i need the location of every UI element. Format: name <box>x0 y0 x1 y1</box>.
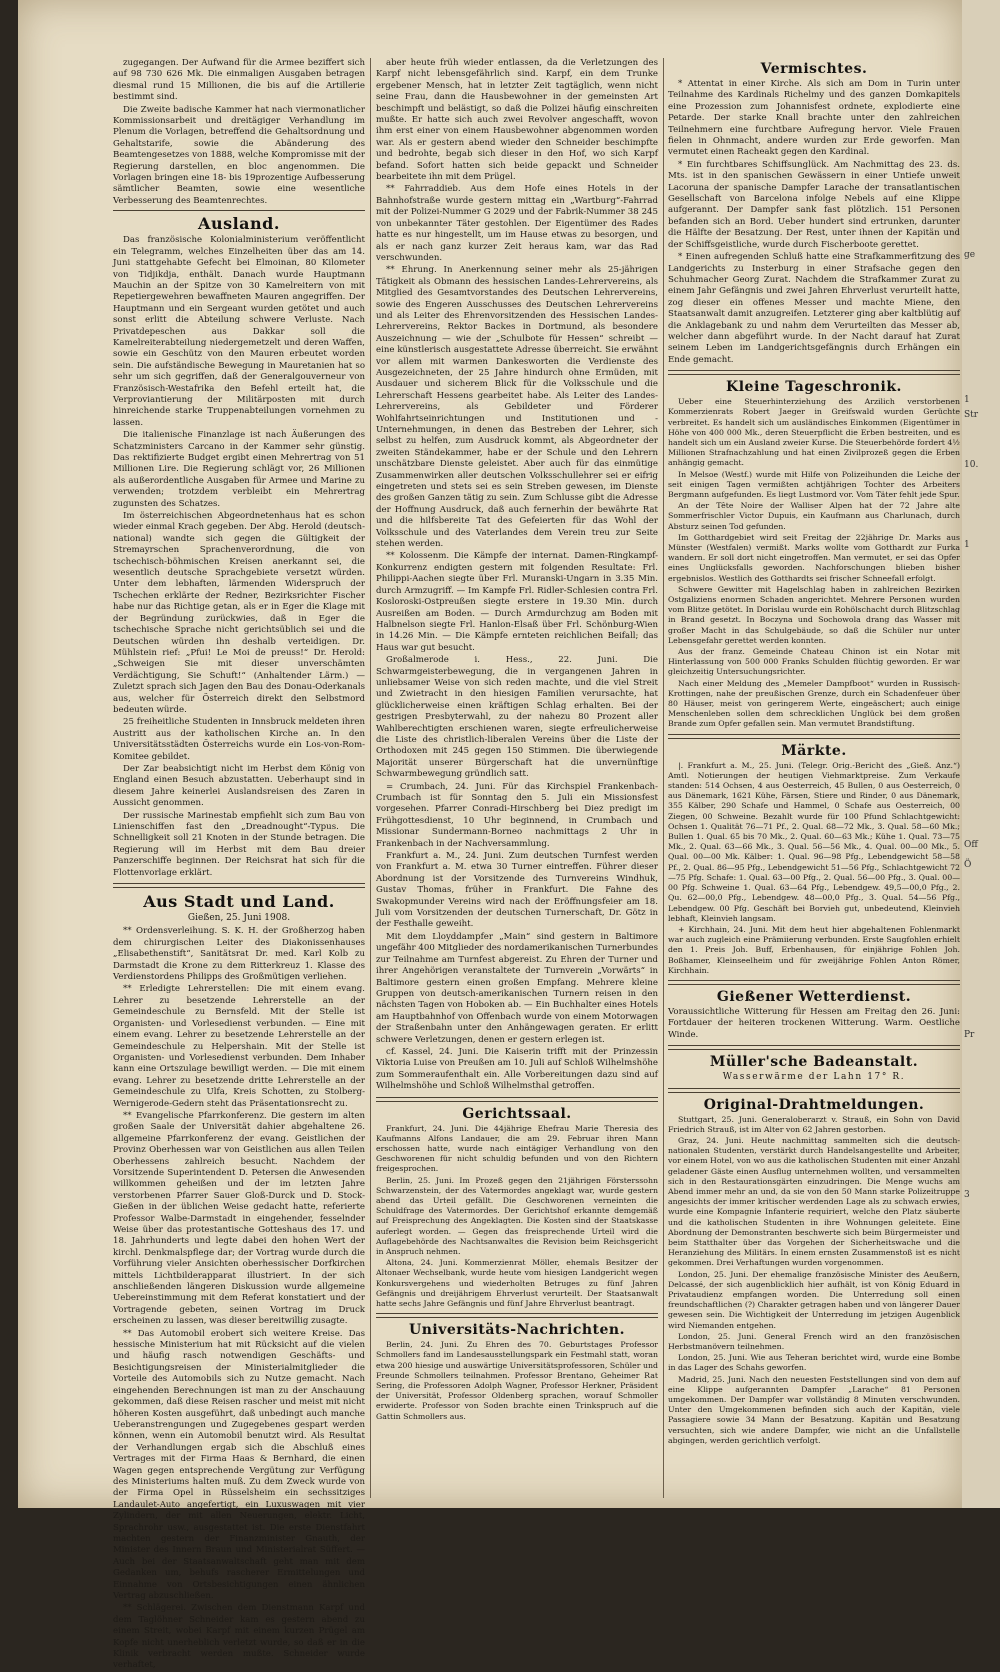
heading-gerichtssaal: Gerichtssaal. <box>462 1105 572 1122</box>
heading-ausland: Ausland. <box>198 214 280 234</box>
drahtmeldungen-section <box>668 1115 960 1447</box>
divider <box>668 734 960 739</box>
article-paragraph: ** Kolossenm. Die Kämpfe der internat. Damen-Ringkampf-Konkurrenz endigten gestern mit folgenden Resultate: Frl. Philippi-Aachen siegte über Frl. Muranski-Ungarn in 3.35 Min. durch Armzugriff. — Im Kampfe Frl. Ridler-Schlesien contra Frl. Kosloroski-Ostpreußen siegte erstere in 19.30 Min. durch Ausreißen am Boden. — Durch Armdurchzug am Boden mit Halbnelson siegte Frl. Hanlon-Elsaß über Frl. Schönburg-Wien in 14.26 Min. — Die Kämpfe ernteten reichlichen Beifall; das Haus war gut besucht. <box>376 551 658 653</box>
divider <box>668 980 960 985</box>
article-paragraph: ** Fahrraddieb. Aus dem Hofe eines Hotels in der Bahnhofstraße wurde gestern mittag ein „Wartburg“-Fahrrad mit der Polizei-Nummer G 2029 und der Fabrik-Nummer 38 245 von unbekannter Täter gestohlen. Der Eigentümer des Rades hatte es nur hingestellt, um im Hause etwas zu besorgen, und als er nach ganz kurzer Zeit heraus kam, war das Rad verschwunden. <box>376 184 658 263</box>
divider <box>113 883 365 888</box>
column-rule <box>370 58 371 1498</box>
article-paragraph: Berlin, 25. Juni. Im Prozeß gegen den 21jährigen Försterssohn Schwarzenstein, der des Vatermordes angeklagt war, wurde gestern abend das Urteil gefällt. Die Geschworenen verneinten die Schuldfrage des Vatermordes. Der Gerichtshof erkannte demgemäß auf Freisprechung des Angeklagten. Die Kosten sind der Staatskasse auferlegt worden. — Gegen das freisprechende Urteil wird die Auflagebehörde des Nachtsanwaltes die Revision beim Reichsgericht in Anspruch nehmen. <box>376 1175 658 1256</box>
article-paragraph: Nach einer Meldung des „Memeler Dampfboot“ wurden in Russisch-Krottingen, nahe der preußischen Grenze, durch ein Schadenfeuer über 80 Häuser, meist von geringerem Werte, eingeäschert; auch einige Menschenleben sollen dem schrecklichen Unglück bei dem großen Brande zum Opfer gefallen sein. Man vermutet Brandstiftung. <box>668 678 960 729</box>
stadt-continued-section <box>376 58 658 1093</box>
divider <box>376 1097 658 1102</box>
heading-maerkte: Märkte. <box>781 742 847 759</box>
heading-drahtmeldungen: Original-Drahtmeldungen. <box>703 1096 925 1113</box>
article-paragraph: ** Erledigte Lehrerstellen: Die mit einem evang. Lehrer zu besetzende Lehrerstelle an der Gemeindeschule zu Bernsfeld. Mit der Stelle ist Organisten- und Vorlesedienst verbunden. — Eine mit einem evang. Lehrer zu besetzende Lehrerstelle an der Gemeindeschule zu Helpershain. Mit der Stelle ist Organisten- und Vorlesedienst verbunden. Dem Inhaber kann eine Ortszulage bewilligt werden. — Die mit einem evang. Lehrer zu besetzende dritte Lehrerstelle an der Gemeindeschule zu Ulfa, Kreis Schotten, zu Stolberg-Wernigerode-Gedern steht das Präsentationsrecht zu. <box>113 984 365 1109</box>
heading-tageschronik: Kleine Tageschronik. <box>726 379 902 396</box>
article-paragraph: ** Ordensverleihung. S. K. H. der Großherzog haben dem chirurgischen Leiter des Diakonissenhauses „Elisabethenstift“, Sanitätsrat Dr. med. Karl Kolb zu Darmstadt die Krone zu dem Ritterkreuz 1. Klasse des Verdienstordens Philipps des Großmütigen verliehen. <box>113 926 365 983</box>
bad-text: Wasserwärme der Lahn 17° R. <box>722 1072 906 1083</box>
article-paragraph: cf. Kassel, 24. Juni. Die Kaiserin trifft mit der Prinzessin Viktoria Luise von Preußen am 10. Juli auf Schloß Wilhelmshöhe zum Sommeraufenthalt ein. Alle Vorbereitungen dazu sind auf Wilhelmshöhe und Schloß Wilhelmsthal getroffen. <box>376 1046 658 1092</box>
edge-text-fragment: Str <box>964 410 979 420</box>
heading-universitaet: Universitäts-Nachrichten. <box>409 1322 625 1339</box>
article-paragraph: * Ein furchtbares Schiffsunglück. Am Nachmittag des 23. ds. Mts. ist in den spanischen Gewässern in einer Untiefe unweit Lacoruna der spanische Dampfer Larache der transatlantischen Gesellschaft von Barcelona infolge Nebels auf eine Klippe aufgerannt. Der Dampfer sank fast plötzlich. 151 Personen befanden sich an Bord. Ueber hundert sind ertrunken, darunter die Hälfte der Besatzung. Der Rest, unter ihnen der Kapitän und der Schiffsgeistliche, wurde durch Fischerboote gerettet. <box>668 159 960 250</box>
article-paragraph: Die Zweite badische Kammer hat nach viermonatlicher Kommissionsarbeit und dreitägiger Verhandlung im Plenum die Vorlagen, betreffend die Gehaltsordnung und Gehaltstarife, sowie die Abänderung des Beamtengesetzes von 1888, welche Kompromisse mit der Regierung darstellen, en bloc angenommen. Die Vorlagen bringen eine 18- bis 19prozentige Aufbesserung sämtlicher Beamten, sowie eine wesentliche Verbesserung des Beamtenrechtes. <box>113 104 365 206</box>
article-paragraph: ** Schlägerei. Zwischen dem Dienstmann Karpf und dem Taglöhner Schneider kam es gestern abend zu einem Streit, wobei Karpf mit einem kurzen Prügel am Kopfe nicht unerheblich verletzt wurde, so daß er in die Klinik verbracht werden mußte. Schneider wurde verhaftet, <box>113 1603 365 1671</box>
column-2 <box>376 58 658 1498</box>
tageschronik-section <box>668 397 960 730</box>
heading-wetterdienst: Gießener Wetterdienst. <box>716 988 912 1005</box>
maerkte-section <box>668 761 960 976</box>
wetter-text: Voraussichtliche Witterung für Hessen am Freitag den 26. Juni: Fortdauer der heiteren trockenen Witterung. Warm. Oestliche Winde. <box>668 1006 960 1040</box>
dateline: Gießen, 25. Juni 1908. <box>187 913 291 924</box>
article-paragraph: Die italienische Finanzlage ist nach Äußerungen des Schatzministers Carcano in der Kammer sehr günstig. Das rektifizierte Budget ergibt einen Mehrertrag von 51 Millionen Lire. Die Regierung schlägt vor, 26 Millionen als außerordentliche Ausgaben für Armee und Marine zu verwenden; trotzdem verbleibt ein Mehrertrag zugunsten des Schatzes. <box>113 430 365 509</box>
article-paragraph: Ueber eine Steuerhinterziehung des Arzilich verstorbenen Kommerzienrats Robert Jaeger in Greifswald wurden Gerüchte verbreitet. Es handelt sich um ausländisches Einkommen (Eigentümer in Höhe von 400 000 Mk., deren Steuerpflicht die Erben bestreiten, und es handelt sich um ein Ausland zweier Kurse. Die Steuerbehörde fordert 4½ Millionen Strafnachzahlung und hat einen Zivilprozeß gegen die Erben anhängig gemacht. <box>668 397 960 468</box>
universitaet-section <box>376 1340 658 1422</box>
adjacent-page-edge <box>962 0 1000 1508</box>
ausland-section <box>113 235 365 879</box>
article-paragraph: An der Tête Noire der Walliser Alpen hat der 72 Jahre alte Sommerfrischler Victor Dupuis, ein Kaufmann aus Charlunach, durch Absturz seinen Tod gefunden. <box>668 501 960 531</box>
edge-text-fragment: Off <box>964 840 978 850</box>
edge-text-fragment: 3 <box>964 1190 970 1200</box>
article-paragraph: Madrid, 25. Juni. Nach den neuesten Feststellungen sind von dem auf eine Klippe aufgerannten Dampfer „Larache“ 81 Personen umgekommen. Der Dampfer war vollständig 8 Minuten verschwunden. Unter den Umgekommenen befinden sich auch der Kapitän, viele Passagiere sowie 34 Mann der Besatzung. Kapitän und Besatzung versuchten, sich wie andere Dampfer, wie nicht an die Unfallstelle abgingen, werden gerichtlich verfolgt. <box>668 1374 960 1445</box>
article-paragraph: ** Ehrung. In Anerkennung seiner mehr als 25-jährigen Tätigkeit als Obmann des hessischen Landes-Lehrervereins, als Mitglied des Gesamtvorstandes des Deutschen Lehrervereins, sowie des Engeren Ausschusses des Deutschen Lehrervereins und als Leiter des Ehrenvorsitzenden des Hessischen Landes-Lehrervereins, Rektor Backes in Dortmund, als besondere Auszeichnung — wie der „Schulbote für Hessen“ schreibt — eine künstlerisch ausgestattete Adresse überreicht. Sie erwähnt vor allem mit warmen Dankesworten die Verdienste des Ausgezeichneten, der 25 Jahre hindurch ohne Ermüden, mit Ausdauer und sicherem Blick für die Volksschule und die Lehrerschaft Hessens gearbeitet habe. Als Leiter des Landes-Lehrervereins, als Gebildeter und Förderer Wohlfahrtseinrichtungen und Institutionen und -Unternehmungen, in denen das Bestreben der Lehrer, sich selbst zu helfen, zum Ausdruck kommt, als Abgeordneter der zweiten Ständekammer, habe er der Schule und den Lehrern unschätzbare Dienste geleistet. Aber auch für das einmütige Zusammenwirken aller deutschen Volksschullehrer sei er eifrig eingetreten und stets sei es sein Streben gewesen, im Dienste des großen Ganzen tätig zu sein. Zum Schlusse gibt die Adresse der Hoffnung Ausdruck, daß auch fernerhin der bewährte Rat und die hilfsbereite Tat des Gefeierten für das Wohl der Volksschule und des Vaterlandes dem Verein treu zur Seite stehen werden. <box>376 265 658 550</box>
article-paragraph: London, 25. Juni. Wie aus Teheran berichtet wird, wurde eine Bombe in das Lager des Schahs geworfen. <box>668 1353 960 1373</box>
edge-text-fragment: 1 <box>964 540 970 550</box>
article-paragraph: Schwere Gewitter mit Hagelschlag haben in zahlreichen Bezirken Ostgaliziens enormen Schaden angerichtet. Mehrere Personen wurden vom Blitze getötet. In Dorislau wurde ein Rohölschacht durch Blitzschlag in Brand gesetzt. In Boczyna und Sochowola drang das Wasser mit großer Macht in das Schulgebäude, so daß die Schüler nur unter Lebensgefahr gerettet werden konnten. <box>668 584 960 645</box>
divider <box>668 370 960 375</box>
article-paragraph: + Kirchhain, 24. Juni. Mit dem heut hier abgehaltenen Fohlenmarkt war auch zugleich eine Prämiierung verbunden. Erste Saugfohlen erhielt den 1. Preis Joh. Buff, Erbenhausen, für einjährige Fohlen Joh. Boßhamer, Kleinseelheim und für zweijährige Fohlen Anton Römer, Kirchhain. <box>668 924 960 975</box>
article-paragraph: Der russische Marinestab empfiehlt sich zum Bau von Linienschiffen fast den „Dreadnought“-Typus. Die Schnelligkeit soll 21 Knoten in der Stunde betragen. Die Regierung will im Herbst mit dem Bau dreier Panzerschiffe beginnen. Der Reichsrat hat sich für die Flottenvorlage erklärt. <box>113 810 365 878</box>
article-paragraph: 25 freiheitliche Studenten in Innsbruck meldeten ihren Austritt aus der katholischen Kirche an. In den Universitätsstädten Österreichs wurde ein Los-von-Rom-Komitee gebildet. <box>113 717 365 762</box>
divider <box>113 210 365 211</box>
edge-text-fragment: ge <box>964 250 976 260</box>
column-rule <box>663 58 664 1498</box>
gerichtssaal-section <box>376 1124 658 1310</box>
article-paragraph: = Crumbach, 24. Juni. Für das Kirchspiel Frankenbach-Crumbach ist für Sonntag den 5. Juli ein Missionsfest vorgesehen. Pfarrer Conradi-Hirschberg bei Diez predigt im Frühgottesdienst, 10 Uhr beginnend, in Crumbach und Missionar Sundermann-Borneo nachmittags 2 Uhr in Frankenbach in der Nachversammlung. <box>376 781 658 849</box>
column-1 <box>113 58 365 1671</box>
article-paragraph: Frankfurt a. M., 24. Juni. Zum deutschen Turnfest werden von Frankfurt a. M. etwa 30 Turner eintreffen. Führer dieser Abordnung ist der Vorsitzende des Turnvereins Windhuk, Gustav Thomas, früher in Frankfurt. Die Fahne des Swakopmunder Vereins wird nach der Eröffnungsfeier am 18. Juli vom Vorsitzenden der deutschen Turnerschaft, Dr. Götz in der Festhalle geweiht. <box>376 851 658 930</box>
article-paragraph: Aus der franz. Gemeinde Chateau Chinon ist ein Notar mit Hinterlassung von 500 000 Franks Schulden flüchtig geworden. Er war gleichzeitig Untersuchungsrichter. <box>668 647 960 677</box>
article-paragraph: ** Das Automobil erobert sich weitere Kreise. Das hessische Ministerium hat mit Rücksicht auf die vielen und häufig rasch notwendigen Geschäfts- und Besichtigungsreisen der Ministerialmitglieder die Vorteile des Automobils sich zu Nutze gemacht. Nach eingehenden Berechnungen ist man zu der Anschauung gekommen, daß diese Reisen rascher und meist mit nicht höheren Kosten ausgeführt, daß unbedingt auch manche Ueberanstrengungen und Zugegebenes gespart werden können, wenn ein Automobil benutzt wird. Als Resultat der Verhandlungen ergab sich die Abschluß eines Vertrages mit der Firma Haas & Bernhard, die einen Wagen gegen entsprechende Vergütung zur Verfügung des Ministeriums halten muß. Zu dem Zweck wurde von der Firma Opel in Rüsselsheim ein sechssitziges Landaulet-Auto angefertigt, ein Luxuswagen mit vier Zylindern, der mit allen Neuerungen, elektr. Licht, Sprachrohr usw., ausgestattet ist. Die erste Dienstfahrt machten gestern der Finanzminister Gnauth, der Minister des Innern Braun und Ministerialrat Süffert. — Auch bei der Staatsanwaltschaft geht man mit dem Gedanken um, behufs rascherer Ermittelungen und Einnahme von Ortsbesichtigungen einen ähnlichen Vertrag abzuschließen. <box>113 1328 365 1601</box>
heading-vermischtes: Vermischtes. <box>760 61 868 77</box>
article-paragraph: Stuttgart, 25. Juni. Generaloberarzt v. Strauß, ein Sohn von David Friedrich Strauß, ist im Alter von 62 Jahren gestorben. <box>668 1114 960 1134</box>
heading-badeanstalt: Müller'sche Badeanstalt. <box>709 1054 919 1071</box>
article-paragraph: Im österreichischen Abgeordnetenhaus hat es schon wieder einmal Krach gegeben. Der Abg. Herold (deutsch-national) wandte sich gegen die Gültigkeit der Stremayrschen Sprachenverordnung, die von tschechisch-böhmischen Kreisen anerkannt sei, die wesentlich deutsche Sprachgebiete versetzt würden. Unter dem lebhaften, lärmenden Widerspruch der Tschechen erklärte der Redner, Bezirksrichter Fischer habe nur das Richtige getan, als er in Eger die Klage mit der Begründung zurückwies, daß in Eger die tschechische Sprache nicht gerichtsüblich sei und die Deutschen würden ihn deshalb verteidigen. Dr. Mühlstein rief: „Pfui! Le Moi de preuss!“ Dr. Herold: „Schweigen Sie mit dieser unverschämten Verdächtigung, Sie Schuft!“ (Anhaltender Lärm.) — Zuletzt sprach sich Jagen den Bau des Donau-Oderkanals aus, welcher für Österreich direkt den Selbstmord bedeuten würde. <box>113 511 365 715</box>
divider <box>668 1045 960 1050</box>
article-paragraph: Berlin, 24. Juni. Zu Ehren des 70. Geburtstages Professor Schmollers fand im Landesausstellungspark ein Festmahl statt, woran etwa 200 hiesige und auswärtige Universitätsprofessoren, Schüler und Freunde Schmollers teilnahmen. Professor Brentano, Geheimer Rat Sering, die Professoren Adolph Wagner, Professor Herkner, Präsident der Universität, Professor Oldenberg sprachen, worauf Schmoller erwiderte. Professor von Soden brachte einen Trinkspruch auf die Gattin Schmollers aus. <box>376 1340 658 1421</box>
article-paragraph: Im Gotthardgebiet wird seit Freitag der 22jährige Dr. Marks aus Münster (Westfalen) vermißt. Marks wollte vom Gotthardt zur Furka wandern. Er soll dort nicht eingetroffen. Man vermutet, er sei das Opfer eines Unglücksfalls geworden. Nachforschungen blieben bisher ergebnislos. Westlich des Gotthardts sei frischer Schneefall erfolgt. <box>668 532 960 583</box>
vermischtes-section <box>668 79 960 366</box>
edge-text-fragment: Ö <box>964 860 972 870</box>
article-paragraph: Mit dem Lloyddampfer „Main“ sind gestern in Baltimore ungefähr 400 Mitglieder des nordamerikanischen Turnerbundes zur Teilnahme am Turnfest abgereist. Zu Ehren der Turner und ihrer Angehörigen veranstaltete der Turnverein „Vorwärts“ in Baltimore gestern einen großen Empfang. Mehrere kleine Gruppen von deutsch-amerikanischen Turnern reisen in den nächsten Tagen von Hoboken ab. — Ein Buchhalter eines Hotels am Hauptbahnhof von Offenbach wurde von einem Motorwagen der Straßenbahn unter den Anhängewagen geraten. Er erlitt schwere Verletzungen, denen er gestern erlegen ist. <box>376 931 658 1045</box>
article-paragraph: London, 25. Juni. Der ehemalige französische Minister des Aeußern, Delcassé, der sich augenblicklich hier aufhält, ist von König Eduard in Privataudienz empfangen worden. Die Unterredung soll einen freundschaftlichen (?) Charakter getragen haben und von längerer Dauer gewesen sein. Die Wichtigkeit der Unterredung im jetzigen Augenblick wird Niemanden entgehen. <box>668 1269 960 1330</box>
edge-text-fragment: 1 <box>964 395 970 405</box>
stadt-section <box>113 926 365 1671</box>
article-paragraph: Großalmerode i. Hess., 22. Juni. Die Schwarmgeisterbewegung, die in vergangenen Jahren in unliebsamer Weise von sich reden machte, und die viel Streit und Zwietracht in den hiesigen Familien verursachte, hat glücklicherweise einen kräftigen Schlag erhalten. Bei der gestrigen Presbyterwahl, zu der nahezu 80 Prozent aller Wahlberechtigten erschienen waren, siegte erfreulicherweise die Liste des christlich-liberalen Vereins über die Liste der Orthodoxen mit 245 gegen 150 Stimmen. Die überwiegende Majorität unserer Bürgerschaft hat die unvernünftige Schwarmbewegung gründlich satt. <box>376 655 658 780</box>
article-paragraph: Frankfurt, 24. Juni. Die 44jährige Ehefrau Marie Theresia des Kaufmanns Alfons Landauer, die am 29. Februar ihren Mann erschossen hatte, wurde nach eintägiger Verhandlung von den Geschworenen für nicht schuldig befunden und von den Richtern freigesprochen. <box>376 1123 658 1174</box>
article-paragraph: Graz, 24. Juni. Heute nachmittag sammelten sich die deutsch-nationalen Studenten, verstärkt durch Handelsangestellte und Arbeiter, vor einem Hotel, von wo aus die katholischen Studenten mit einer Anzahl geladener Gäste einen Ausflug unternehmen wollten, und versammelten sich in den Restaurationsgärten einzudringen. Die Menge wuchs am Abend immer mehr an und, da sie von den 50 Mann starke Polizeitruppe angesichts der immer kritischer werdenden Lage als zu schwach erwies, wurde eine Kompagnie Infanterie requiriert, welche den Platz säuberte und die katholischen Studenten in ihre Wohnungen geleitete. Eine Abordnung der Demonstranten beschwerte sich beim Bürgermeister und beim Statthalter über das Vorgehen der Sicherheitswache und die Heranziehung des Militärs. In einem ernsten Zusammenstoß ist es nicht gekommen. Drei Verhaftungen wurden vorgenommen. <box>668 1135 960 1268</box>
edge-text-fragment: 10. <box>964 460 979 470</box>
article-paragraph: aber heute früh wieder entlassen, da die Verletzungen des Karpf nicht lebensgefährlich sind. Karpf, ein dem Trunke ergebener Mensch, hat in letzter Zeit tagtäglich, wenn nicht seine Frau, dann die Hausbewohner in der gemeinsten Art beschimpft und belästigt, so daß die Polizei häufig einschreiten mußte. Er hatte sich auch zwei Revolver angeschafft, wovon ihm erst einer von einem Hausbewohner abgenommen worden war. Als er gestern abend wieder den Schneider beschimpfte und bedrohte, begab sich dieser in den Hof, wo sich Karpf befand. Sofort hatten sich beide gepackt und Schneider bearbeitete ihn mit dem Prügel. <box>376 58 658 183</box>
article-paragraph: ** Evangelische Pfarrkonferenz. Die gestern im alten großen Saale der Universität dahier abgehaltene 26. allgemeine Pfarrkonferenz der evang. Geistlichen der Provinz Oberhessen war von Geistlichen aus allen Teilen Oberhessens zahlreich besucht. Nachdem der Vorsitzende Superintendent D. Petersen die Anwesenden willkommen geheißen und der im letzten Jahre verstorbenen Pfarrer Sauer Gloß-Durck und D. Stock-Gießen in der üblichen Weise gedacht hatte, referierte Professor Walbe-Darmstadt in eingehender, fesselnder Weise über das protestantische Gotteshaus des 17. und 18. Jahrhunderts und legte dabei den hohen Wert der kirchl. Denkmalspflege dar; der Vortrag wurde durch die Vorführung vieler Ansichten oberhessischer Dorfkirchen mittels Lichtbilderapparat illustriert. In der sich anschließenden längeren Diskussion wurde allgemeine Uebereinstimmung mit dem Referat konstatiert und der Vortragende gebeten, seinen Vortrag im Druck erscheinen zu lassen, was dieser bereitwillig zusagte. <box>113 1110 365 1327</box>
intro-section <box>113 58 365 207</box>
newspaper-page <box>18 0 962 1671</box>
heading-stadt-und-land: Aus Stadt und Land. <box>143 892 335 912</box>
divider <box>376 1313 658 1318</box>
column-3 <box>668 58 960 1498</box>
article-paragraph: Das französische Kolonialministerium veröffentlicht ein Telegramm, welches Einzelheiten über das am 14. Juni stattgehabte Gefecht bei Elmoinan, 80 Kilometer von Tidjikdja, enthält. Danach wurde Hauptmann Mauchin an der Spitze von 30 Kamelreitern von mit Repetiergewehren bewaffneten Mauren angegriffen. Der Hauptmann und ein Sergeant wurden getötet und auch sonst erlitt die Abteilung schwere Verluste. Nach Privatdepeschen aus Dakkar soll die Kamelreiterabteilung niedergemetzelt und deren Waffen, sowie ein Geschütz von den Mauren erbeutet worden sein. Die aufständische Bewegung in Mauretanien hat so sehr um sich gegriffen, daß der Generalgouverneur von Französisch-Westafrika den Befehl erteilt hat, die Verproviantierung der Militärposten mit durch hinreichende starke Truppenabteilungen vornehmen zu lassen. <box>113 235 365 428</box>
article-paragraph: In Melsoe (Westf.) wurde mit Hilfe von Polizeihunden die Leiche der seit einigen Tagen vermißten achtjährigen Tochter des Arbeiters Bergmann aufgefunden. Es liegt Lustmord vor. Vom Täter fehlt jede Spur. <box>668 469 960 499</box>
article-paragraph: zugegangen. Der Aufwand für die Armee beziffert sich auf 98 730 626 Mk. Die einmaligen Ausgaben betragen diesmal rund 15 Millionen, die bis auf die Artillerie bestimmt sind. <box>113 58 365 103</box>
article-paragraph: |. Frankfurt a. M., 25. Juni. (Telegr. Orig.-Bericht des „Gieß. Anz.“) Amtl. Notierungen der heutigen Viehmarktpreise. Zum Verkaufe standen: 514 Ochsen, 4 aus Oesterreich, 45 Bullen, 0 aus Oesterreich, 0 aus Dänemark, 1621 Kühe, Färsen, Stiere und Rinder, 0 aus Dänemark, 355 Kälber, 290 Schafe und Hammel, 0 Schafe aus Oesterreich, 00 Ziegen, 00 Schweine. Bezahlt wurde für 100 Pfund Schlachtgewicht: Ochsen 1. Qualität 76—71 Pf., 2. Qual. 68—72 Mk., 3. Qual. 58—60 Mk.; Bullen 1. Qual. 65 bis 70 Mk., 2. Qual. 60—63 Mk.; Kühe 1. Qual. 73—75 Mk., 2. Qual. 63—66 Mk., 3. Qual. 56—56 Mk., 4. Qual. 00—00 Mk., 5. Qual. 00—00 Mk. Kälber: 1. Qual. 96—98 Pfg., Lebendgewicht 58—58 Pf., 2. Qual. 86—95 Pfg., Lebendgewicht 51—56 Pfg., Schlachtgewicht 72—75 Pfg. Schafe: 1. Qual. 63—00 Pfg., 2. Qual. 56—00 Pfg., 3. Qual. 00—00 Pfg. Schweine 1. Qual. 63—64 Pfg., Lebendgew. 49,5—00,0 Pfg., 2. Qu. 62—00,0 Pfg., Lebendgew. 48—00,0 Pfg., 3. Qual. 54—56 Pfg., Lebendgew. 00 Pfg. Geschäft bei Borvieh gut, unbedeutend, Kleinvieh lebhaft, Kleinvieh langsam. <box>668 760 960 923</box>
article-paragraph: London, 25. Juni. General French wird an den französischen Herbstmanövern teilnehmen. <box>668 1331 960 1352</box>
article-paragraph: Der Zar beabsichtigt nicht im Herbst dem König von England einen Besuch abzustatten. Ueberhaupt sind in diesem Jahre keinerlei Auslandsreisen des Zaren in Aussicht genommen. <box>113 763 365 809</box>
edge-text-fragment: Pr <box>964 1030 975 1040</box>
article-paragraph: * Attentat in einer Kirche. Als sich am Dom in Turin unter Teilnahme des Kardinals Richelmy und des ganzen Domkapitels eine Prozession zum Johannisfest ordnete, explodierte eine Petarde. Der starke Knall brachte unter den zahlreichen Teilnehmern eine furchtbare Aufregung hervor. Viele Frauen fielen in Ohnmacht, andere wurden zur Erde geworfen. Man vermutet einen Racheakt gegen den Kardinal. <box>668 79 960 158</box>
article-paragraph: Altona, 24. Juni. Kommerzienrat Möller, ehemals Besitzer der Altonaer Wechselbank, wurde heute vom hiesigen Landgericht wegen Konkursvergehens und wiederholten Betruges zu fünf Jahren Gefängnis und dreijährigem Ehrverlust verurteilt. Der Staatsanwalt hatte sechs Jahre Gefängnis und fünf Jahre Ehrverlust beantragt. <box>376 1258 658 1309</box>
article-paragraph: * Einen aufregenden Schluß hatte eine Strafkammerfitzung des Landgerichts zu Insterburg in einer Strafsache gegen den Schuhmacher Georg Zurat. Nachdem die Strafkammer Zurat zu einem Jahr Gefängnis und zwei Jahren Ehrverlust verurteilt hatte, zog dieser ein offenes Messer und machte Miene, den Staatsanwalt damit anzugreifen. Letzterer ging aber kaltblütig auf die Anklagebank zu und nahm dem Verurteilten das Messer ab, welcher dann abgeführt wurde. In der Nacht darauf hat Zurat seinem Leben im Landgerichtsgefängnis durch Erhängen ein Ende gemacht. <box>668 252 960 365</box>
divider <box>668 1088 960 1093</box>
